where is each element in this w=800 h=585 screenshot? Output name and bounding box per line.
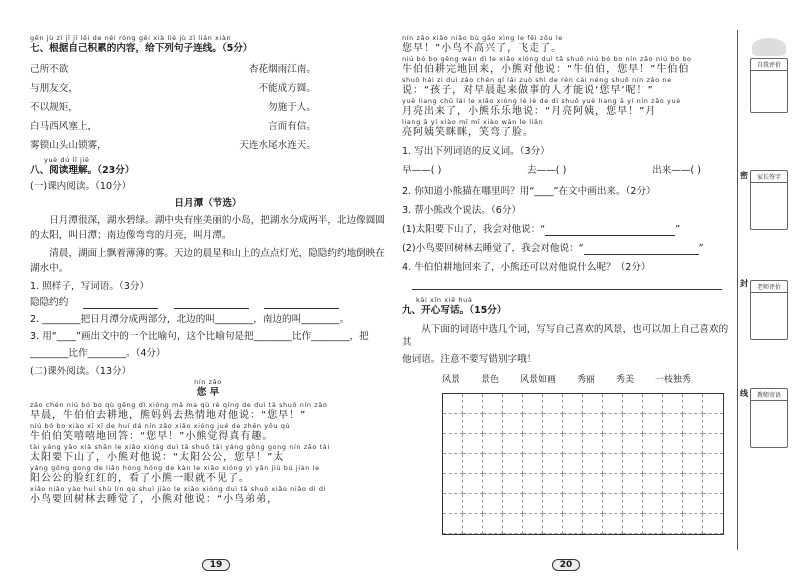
grid-cell[interactable] — [583, 394, 603, 414]
grid-cell[interactable] — [563, 414, 583, 434]
grid-cell[interactable] — [603, 514, 623, 534]
grid-cell[interactable] — [663, 434, 683, 454]
grid-cell[interactable] — [663, 514, 683, 534]
grid-cell[interactable] — [703, 514, 723, 534]
q7-pinyin: gēn jù zì jǐ jī lěi de nèi róng gěi xià liè jù zǐ lián xiàn — [30, 34, 232, 42]
grid-cell[interactable] — [643, 514, 663, 534]
grid-cell[interactable] — [463, 434, 483, 454]
grid-cell[interactable] — [523, 494, 543, 514]
writing-grid[interactable] — [442, 393, 724, 535]
grid-cell[interactable] — [603, 494, 623, 514]
grid-cell[interactable] — [703, 474, 723, 494]
grid-cell[interactable] — [523, 454, 543, 474]
grid-cell[interactable] — [683, 474, 703, 494]
grid-cell[interactable] — [443, 494, 463, 514]
grid-cell[interactable] — [543, 434, 563, 454]
grid-cell[interactable] — [583, 474, 603, 494]
grid-cell[interactable] — [663, 494, 683, 514]
grid-cell[interactable] — [663, 454, 683, 474]
r-question-3: 3. 帮小熊改个说法。（6分） — [402, 205, 522, 216]
grid-cell[interactable] — [483, 494, 503, 514]
grid-cell[interactable] — [463, 414, 483, 434]
grid-cell[interactable] — [623, 514, 643, 534]
grid-cell[interactable] — [643, 414, 663, 434]
seal-label-3: 线 — [740, 389, 748, 398]
grid-cell[interactable] — [543, 454, 563, 474]
word-bank: 风景 景色 风景如画 秀丽 秀美 一枝独秀 — [442, 375, 691, 385]
grid-cell[interactable] — [443, 414, 463, 434]
margin-sidebar — [737, 30, 800, 550]
r-question-4: 4. 牛伯伯耕地回来了，小熊还可以对他说什么呢？（2分） — [402, 262, 651, 273]
passage-p2: 清晨，湖面上飘着薄薄的雾。天边的晨星和山上的点点灯光，隐隐约约地倒映在湖水中。 — [30, 248, 385, 274]
grid-cell[interactable] — [503, 514, 523, 534]
passage-title: 日月潭（节选） — [174, 198, 242, 209]
grid-cell[interactable] — [543, 514, 563, 534]
answer-line — [412, 274, 722, 290]
grid-cell[interactable] — [523, 394, 543, 414]
grid-cell[interactable] — [563, 454, 583, 474]
grid-cell[interactable] — [623, 474, 643, 494]
grid-cell[interactable] — [563, 514, 583, 534]
grid-cell[interactable] — [483, 394, 503, 414]
pair-row: 雾锁山头山锁雾， 天连水尾水连天。 — [30, 139, 316, 151]
grid-cell[interactable] — [683, 454, 703, 474]
grid-cell[interactable] — [523, 474, 543, 494]
grid-cell[interactable] — [703, 414, 723, 434]
grid-cell[interactable] — [683, 494, 703, 514]
grid-cell[interactable] — [643, 474, 663, 494]
grid-cell[interactable] — [683, 394, 703, 414]
grid-cell[interactable] — [463, 454, 483, 474]
left-page — [0, 0, 392, 585]
seal-label-2: 封 — [740, 279, 748, 288]
grid-cell[interactable] — [583, 454, 603, 474]
grid-cell[interactable] — [583, 414, 603, 434]
story-lines: zǎo chén niú bó bo qù gēng dì xióng mā ma qù rè qíng de duì tā shuō nín zǎo 早晨，牛伯伯去耕地，熊妈妈去热情地对他说：“您早！” niú bó bo xiào xī xī de huí dá nín zǎo xiǎo xióng jué de zhēn yǒu qù 牛伯伯笑嘻嘻地回答：“您早！”小熊觉得真有趣。 tài yáng yào xià shān le xiǎo xióng duì tā shuō tài yáng gōng gong nín zǎo tài 太阳要下山了，小熊对他说：“太阳公公，您早！”太 yáng gōng gong de liǎn hóng hóng de kàn le xiǎo xióng yì yǎn jiù bú jiàn le 阳公公的脸红红的，看了小熊一眼就不见了。 xiǎo niǎo yào huí shù lín qù shuì jiào le xiǎo xióng duì tā shuō xiǎo niǎo dì di 小鸟要回树林去睡觉了，小熊对他说：“小鸟弟弟， — [30, 401, 330, 505]
grid-cell[interactable] — [603, 454, 623, 474]
grid-cell[interactable] — [623, 414, 643, 434]
grid-cell[interactable] — [503, 454, 523, 474]
page-number-left: 19 — [196, 559, 236, 571]
grid-cell[interactable] — [623, 454, 643, 474]
grid-cell[interactable] — [643, 394, 663, 414]
parent-sign-box: 家长签字 — [750, 170, 788, 230]
right-page — [392, 0, 737, 585]
grid-cell[interactable] — [443, 514, 463, 534]
grid-cell[interactable] — [703, 494, 723, 514]
grid-cell[interactable] — [603, 394, 623, 414]
mascot-icon — [752, 38, 786, 56]
grid-cell[interactable] — [443, 394, 463, 414]
seal-label-1: 密 — [740, 171, 748, 180]
grid-cell[interactable] — [683, 434, 703, 454]
grid-cell[interactable] — [543, 494, 563, 514]
pair-row: 不以规矩， 勿施于人。 — [30, 101, 316, 113]
grid-cell[interactable] — [463, 514, 483, 534]
grid-cell[interactable] — [443, 474, 463, 494]
grid-cell[interactable] — [523, 414, 543, 434]
grid-cell[interactable] — [563, 394, 583, 414]
story-title: 您 早 — [196, 387, 220, 398]
grid-cell[interactable] — [543, 394, 563, 414]
grid-cell[interactable] — [583, 514, 603, 534]
self-eval-box: 自我评价 — [750, 58, 788, 113]
r-question-3a: (1)太阳要下山了，我会对他说：“ ” — [402, 224, 681, 235]
grid-cell[interactable] — [443, 454, 463, 474]
grid-cell[interactable] — [703, 394, 723, 414]
grid-cell[interactable] — [503, 434, 523, 454]
grid-cell[interactable] — [643, 454, 663, 474]
grid-cell[interactable] — [483, 454, 503, 474]
grid-cell[interactable] — [623, 394, 643, 414]
grid-cell[interactable] — [503, 494, 523, 514]
grid-cell[interactable] — [663, 414, 683, 434]
pair-row: 与朋友交， 不能成方圆。 — [30, 82, 316, 94]
page-number-right: 20 — [546, 559, 586, 571]
grid-cell[interactable] — [483, 474, 503, 494]
q8-title: 八、阅读理解。（23分） — [30, 165, 135, 176]
q9-title: 九、开心写话。（15分） — [402, 305, 507, 316]
grid-cell[interactable] — [483, 434, 503, 454]
grid-cell[interactable] — [703, 454, 723, 474]
grid-cell[interactable] — [703, 434, 723, 454]
grid-cell[interactable] — [663, 474, 683, 494]
grid-cell[interactable] — [663, 394, 683, 414]
grid-cell[interactable] — [483, 414, 503, 434]
grid-cell[interactable] — [443, 434, 463, 454]
grid-cell[interactable] — [683, 514, 703, 534]
r-question-1: 1. 写出下列词语的反义词。（3分） — [402, 146, 550, 157]
grid-cell[interactable] — [683, 414, 703, 434]
question-3a: 3. 用“____”画出文中的一个比喻句，这个比喻句是把________比作________，把 — [30, 331, 369, 342]
r-question-2: 2. 你知道小熊猫在哪里吗？用“____”在文中画出来。（2分） — [402, 186, 656, 197]
story-continued: nín zǎo xiǎo niǎo bù gāo xìng le fēi zǒu le 您早！”小鸟不高兴了，飞走了。 niú bó bo gēng wán dì le xiǎo xióng duì tā shuō niú bó bo nín zǎo niú bó bo 牛伯伯耕完地回来，小熊对他说：“牛伯伯，您早！”牛伯伯 shuō hái zi duì zǎo chén qǐ lái zuò shì de rén cái néng shuō nín zǎo ne 说：“孩子，对早晨起来做事的人才能说‘您早’呢！” yuè liang chū lái le xiǎo xióng lè lè de dì shuō yuè liang ā yí nín zǎo yuè 月亮出来了，小熊乐乐地说：“月亮阿姨，您早！”月 liang ā yí xiào mī mī xiào wān le liǎn 亮阿姨笑眯眯，笑弯了脸。 — [402, 34, 692, 138]
grid-cell[interactable] — [623, 434, 643, 454]
grid-cell[interactable] — [523, 434, 543, 454]
q9-desc-1: 从下面的词语中选几个词，写写自己喜欢的风景，也可以加上自己喜欢的其 — [402, 324, 729, 348]
grid-cell[interactable] — [643, 434, 663, 454]
grid-cell[interactable] — [503, 394, 523, 414]
grid-cell[interactable] — [563, 474, 583, 494]
question-2: 2. ________把日月潭分成两部分，北边的叫________，南边的叫________。 — [30, 314, 350, 325]
r-question-3b: (2)小鸟要回树林去睡觉了，我会对他说：“ ” — [402, 243, 704, 254]
grid-cell[interactable] — [463, 474, 483, 494]
story-title-pinyin: nín zǎo — [194, 378, 222, 386]
grid-cell[interactable] — [523, 514, 543, 534]
grid-cell[interactable] — [543, 474, 563, 494]
q9-pinyin: kāi xīn xiě huà — [416, 296, 473, 304]
grid-cell[interactable] — [483, 514, 503, 534]
q9-desc-2: 他词语。注意不要写错别字哦！ — [402, 354, 537, 365]
question-3b: ________比作________。（4分） — [30, 348, 166, 359]
part1-label: (一)课内阅读。（10分） — [30, 181, 132, 192]
question-1-sample: 隐隐约约 — [30, 296, 386, 309]
passage-p1: 日月潭很深，湖水碧绿。湖中央有座美丽的小岛，把湖水分成两半，北边像圆圆的太阳，叫日潭；南边像弯弯的月亮，叫月潭。 — [30, 215, 385, 241]
part2-label: (二)课外阅读。（13分） — [30, 366, 132, 377]
grid-cell[interactable] — [503, 474, 523, 494]
q8-pinyin: yuè dú lǐ jiě — [44, 156, 90, 164]
grid-cell[interactable] — [563, 494, 583, 514]
grid-cell[interactable] — [463, 394, 483, 414]
grid-cell[interactable] — [543, 414, 563, 434]
grid-cell[interactable] — [503, 414, 523, 434]
pair-row: 白马西风塞上， 言而有信。 — [30, 120, 316, 132]
grid-cell[interactable] — [643, 494, 663, 514]
grid-cell[interactable] — [623, 494, 643, 514]
grid-cell[interactable] — [463, 494, 483, 514]
q7-pairs — [30, 58, 386, 153]
pair-row: 己所不欲 杏花烟雨江南。 — [30, 63, 316, 75]
antonym-items: 早——( ) 去——( ) 出来——( ) — [402, 165, 701, 176]
grid-cell[interactable] — [603, 414, 623, 434]
teacher-eval-box: 老师评价 — [750, 280, 788, 340]
grid-cell[interactable] — [603, 474, 623, 494]
q7-title: 七、根据自己积累的内容，给下列句子连线。（5分） — [30, 43, 253, 54]
teacher-note-box: 教师寄语 — [750, 388, 788, 448]
grid-cell[interactable] — [583, 434, 603, 454]
question-1: 1. 照样子，写词语。（3分） — [30, 281, 150, 292]
grid-cell[interactable] — [583, 494, 603, 514]
grid-cell[interactable] — [603, 434, 623, 454]
grid-cell[interactable] — [563, 434, 583, 454]
